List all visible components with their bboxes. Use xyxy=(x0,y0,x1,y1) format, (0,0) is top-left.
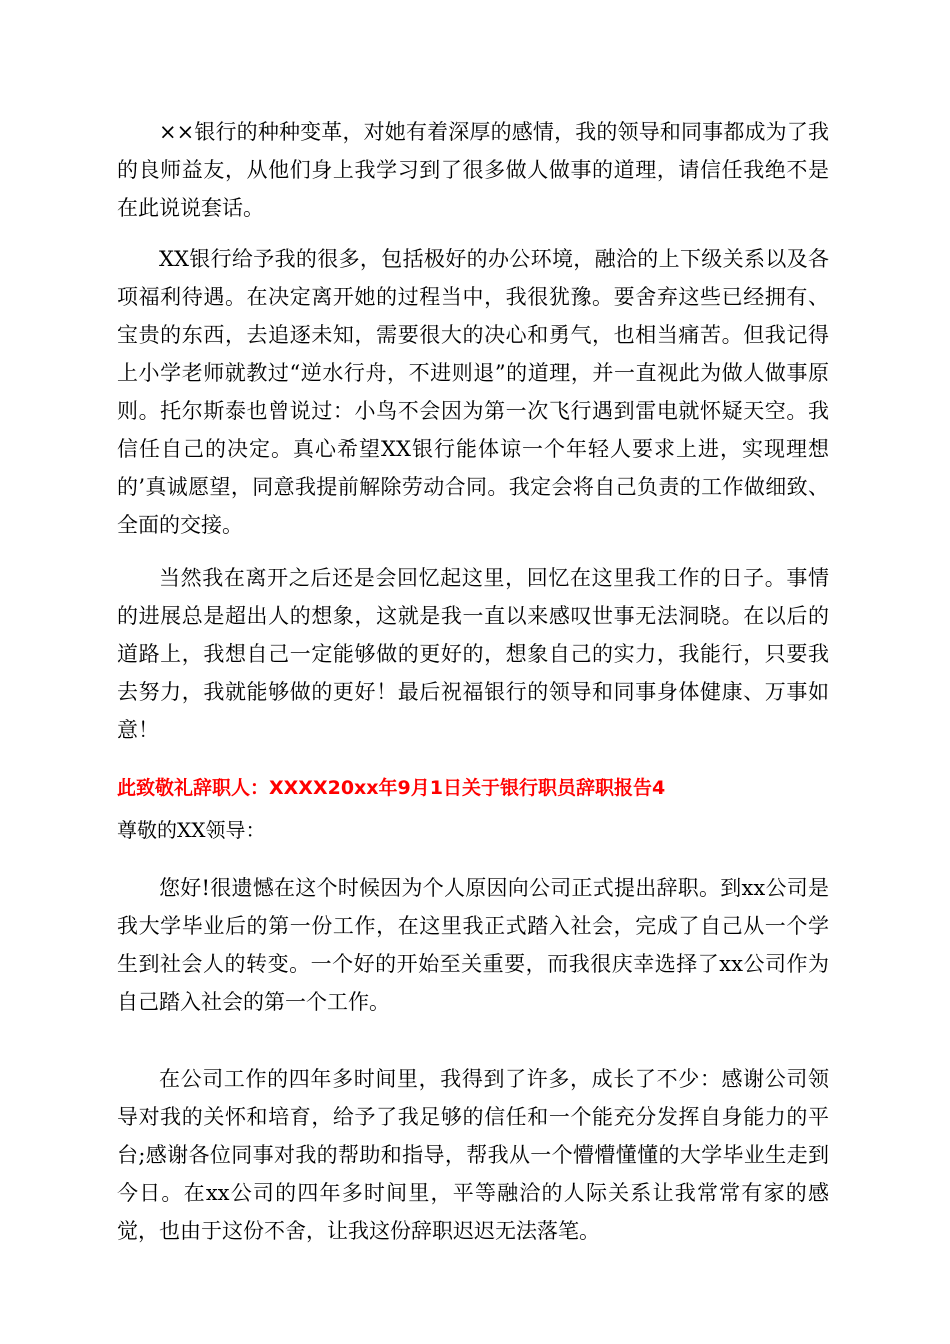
section-heading: 此致敬礼辞职人：XXXX20xx年9月1日关于银行职员辞职报告4 xyxy=(117,777,666,799)
body-paragraph: 您好!很遗憾在这个时候因为个人原因向公司正式提出辞职。到xx公司是我大学毕业后的第一份工作，在这里我正式踏入社会，完成了自己从一个学生到社会人的转变。一个好的开始至关重要，而我很庆幸选择了xx公司作为自己踏入社会的第一个工作。 xyxy=(117,876,829,1014)
body-paragraph: XX银行给予我的很多，包括极好的办公环境，融洽的上下级关系以及各项福利待遇。在决定离开她的过程当中，我很犹豫。要舍弃这些已经拥有、宝贵的东西，去追逐未知，需要很大的决心和勇气，也相当痛苦。但我记得上小学老师就教过“逆水行舟，不进则退”的道理，并一直视此为做人做事原则。托尔斯泰也曾说过：小鸟不会因为第一次飞行遇到雷电就怀疑天空。我信任自己的决定。真心希望XX银行能体谅一个年轻人要求上进，实现理想的’真诚愿望，同意我提前解除劳动合同。我定会将自己负责的工作做细致、全面的交接。 xyxy=(117,247,829,537)
body-paragraph: 当然我在离开之后还是会回忆起这里，回忆在这里我工作的日子。事情的进展总是超出人的想象，这就是我一直以来感叹世事无法洞晓。在以后的道路上，我想自己一定能够做的更好的，想象自己的实力，我能行，只要我去努力，我就能够做的更好！最后祝福银行的领导和同事身体健康、万事如意！ xyxy=(117,566,829,742)
body-paragraph: ××银行的种种变革，对她有着深厚的感情，我的领导和同事都成为了我的良师益友，从他们身上我学习到了很多做人做事的道理，请信任我绝不是在此说说套话。 xyxy=(117,120,829,220)
salutation: 尊敬的XX领导： xyxy=(117,818,266,842)
body-paragraph: 在公司工作的四年多时间里，我得到了许多，成长了不少：感谢公司领导对我的关怀和培育，给予了我足够的信任和一个能充分发挥自身能力的平台;感谢各位同事对我的帮助和指导，帮我从一个懵懵懂懂的大学毕业生走到今日。在xx公司的四年多时间里，平等融洽的人际关系让我常常有家的感觉，也由于这份不舍，让我这份辞职迟迟无法落笔。 xyxy=(117,1067,829,1243)
